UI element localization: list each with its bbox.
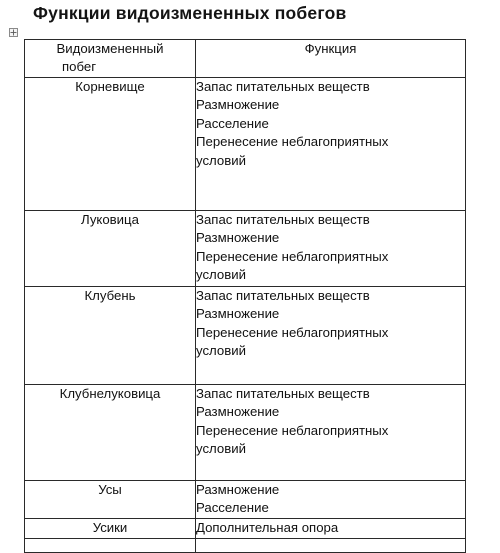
cell-empty (196, 539, 466, 553)
function-item: условий (196, 343, 246, 359)
function-item: Перенесение неблагоприятных (196, 248, 389, 264)
header-shoot (25, 40, 196, 78)
document-title: Функции видоизмененных побегов (33, 3, 347, 23)
function-item: Запас питательных веществ (196, 79, 370, 94)
cell-functions (196, 211, 466, 287)
function-item: Размножение (196, 97, 280, 113)
function-item: Перенесение неблагоприятных (196, 134, 389, 150)
function-item: Размножение (196, 230, 280, 246)
cell-empty (25, 539, 196, 553)
header-shoot-line2: побег (62, 59, 97, 74)
header-shoot-line1: Видоизмененный (56, 41, 164, 56)
function-item: условий (196, 267, 246, 283)
cell-shoot: Корневище (25, 78, 196, 211)
function-item: Расселение (196, 115, 269, 131)
function-item: условий (196, 441, 246, 457)
function-item: Запас питательных веществ (196, 386, 370, 401)
table-row (25, 481, 466, 519)
function-item: условий (196, 152, 246, 168)
cell-functions (196, 519, 466, 539)
cell-functions (196, 481, 466, 519)
function-item: Дополнительная опора (196, 520, 339, 535)
cell-shoot: Усики (25, 519, 196, 539)
table-row (25, 211, 466, 287)
cell-functions (196, 78, 466, 211)
table-header-row (25, 40, 466, 78)
function-item: Размножение (196, 404, 280, 420)
cell-shoot: Клубнелуковица (25, 385, 196, 481)
table-row (25, 287, 466, 385)
table-row-cutoff (25, 539, 466, 553)
function-item: Размножение (196, 482, 280, 497)
functions-table (24, 39, 466, 553)
cell-functions (196, 287, 466, 385)
function-item: Перенесение неблагоприятных (196, 422, 389, 438)
cell-shoot: Клубень (25, 287, 196, 385)
function-item: Размножение (196, 306, 280, 322)
table-row (25, 385, 466, 481)
table-row (25, 519, 466, 539)
cell-shoot: Луковица (25, 211, 196, 287)
function-item: Запас питательных веществ (196, 288, 370, 303)
function-item: Расселение (196, 500, 269, 516)
function-item: Перенесение неблагоприятных (196, 324, 389, 340)
function-item: Запас питательных веществ (196, 212, 370, 227)
header-function: Функция (196, 40, 466, 78)
table-row (25, 78, 466, 211)
cell-functions (196, 385, 466, 481)
cell-shoot: Усы (25, 481, 196, 519)
move-arrows-icon (10, 29, 17, 36)
table-move-handle-icon[interactable] (9, 28, 18, 37)
